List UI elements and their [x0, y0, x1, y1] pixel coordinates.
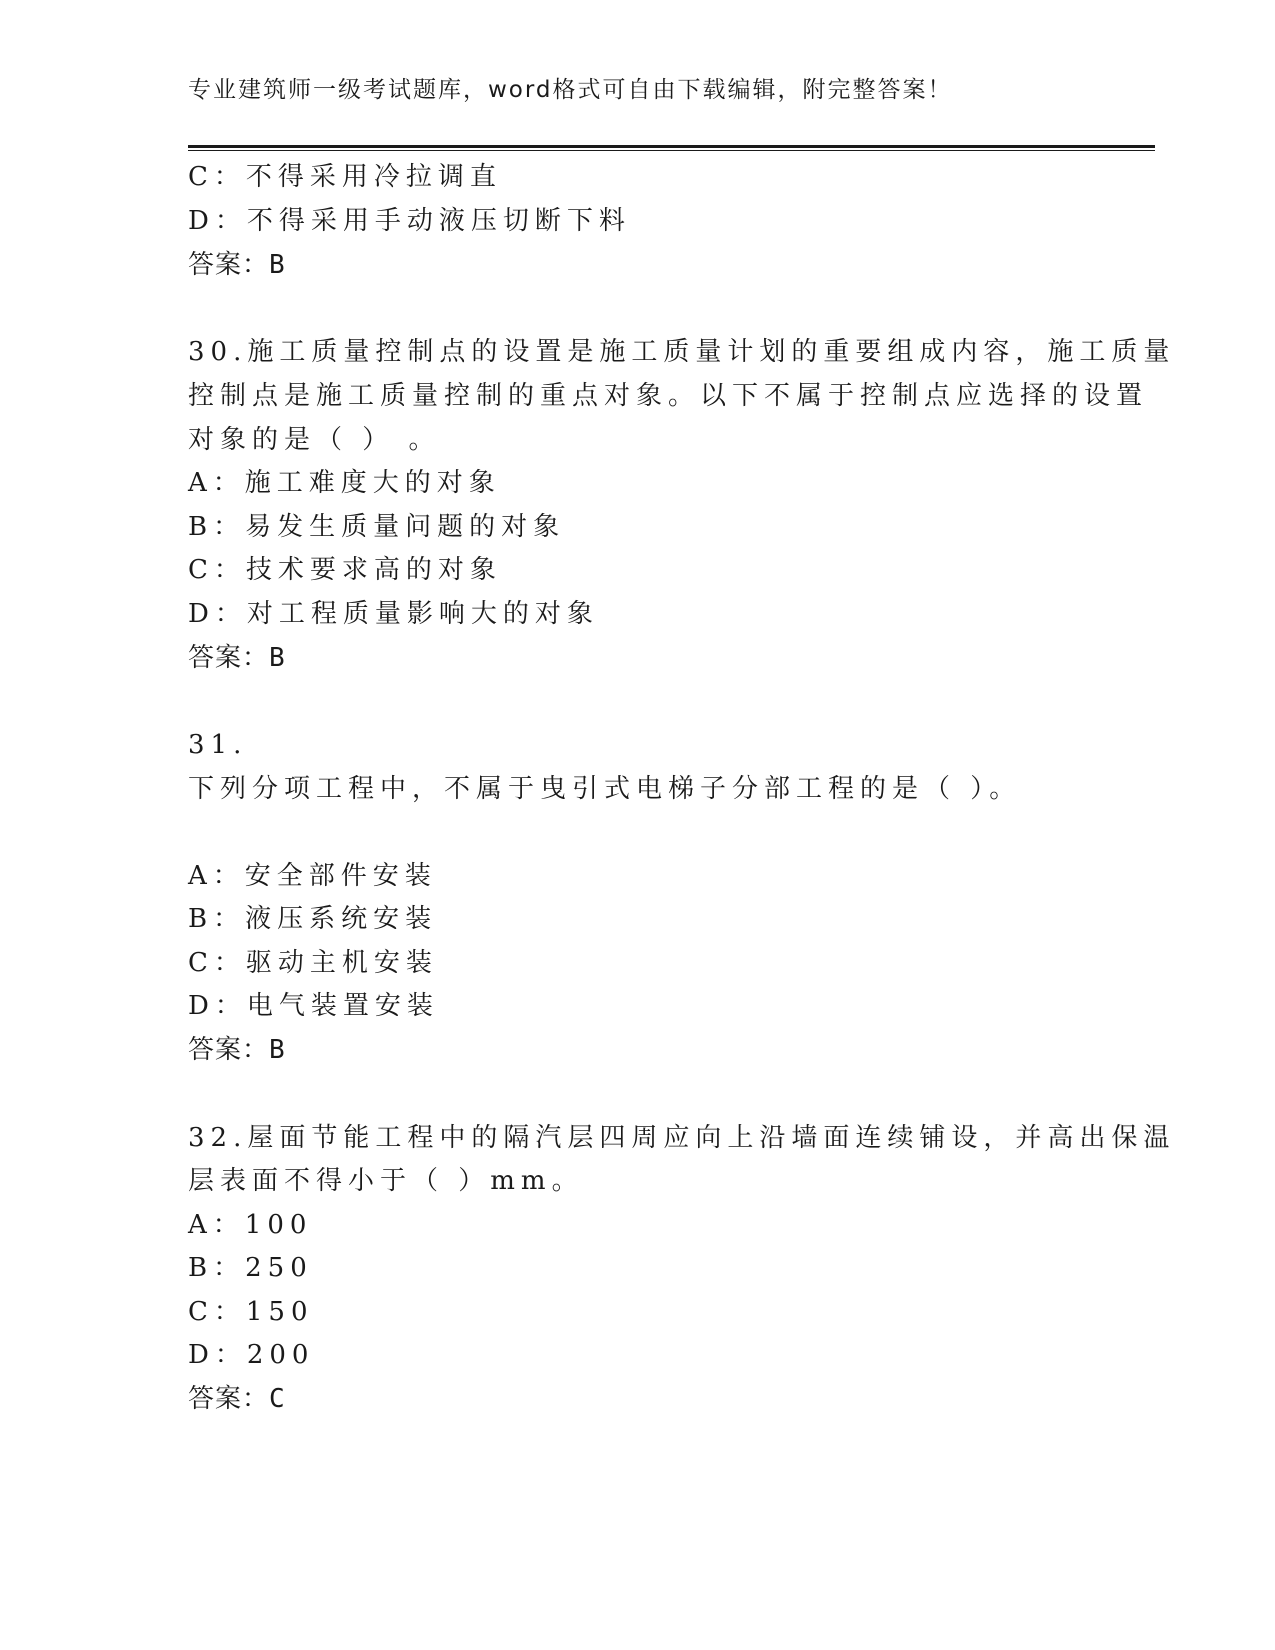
q31-answer	[188, 1033, 286, 1067]
q32-answer	[188, 1382, 286, 1416]
q32-option-d: D：200	[188, 1340, 315, 1370]
answer-label: 答案：	[188, 1384, 270, 1414]
q30-answer	[188, 641, 286, 675]
q32-stem-line-1: 32.屋面节能工程中的隔汽层四周应向上沿墙面连续铺设，并高出保温	[188, 1123, 1176, 1153]
header-text: 专业建筑师一级考试题库，word格式可自由下载编辑，附完整答案！	[188, 77, 953, 103]
q30-option-c: C：技术要求高的对象	[188, 555, 502, 585]
prev-option-c: C：不得采用冷拉调直	[188, 162, 502, 192]
q30-stem-line-3: 对象的是（ ） 。	[188, 425, 441, 455]
q31-option-c: C：驱动主机安装	[188, 948, 438, 978]
q31-option-b: B：液压系统安装	[188, 904, 438, 934]
q30-option-a: A：施工难度大的对象	[188, 468, 501, 498]
q31-option-a: A：安全部件安装	[188, 861, 437, 891]
answer-label: 答案：	[188, 643, 270, 673]
answer-value: C	[269, 1384, 286, 1414]
q32-option-a: A：100	[188, 1210, 313, 1240]
q31-stem-line-1: 下列分项工程中，不属于曳引式电梯子分部工程的是（ ）。	[188, 774, 1022, 804]
q30-option-d: D：对工程质量影响大的对象	[188, 599, 599, 629]
answer-value: B	[269, 643, 286, 673]
q30-stem-line-1: 30.施工质量控制点的设置是施工质量计划的重要组成内容，施工质量	[188, 337, 1176, 367]
prev-answer	[188, 248, 286, 282]
prev-option-d: D：不得采用手动液压切断下料	[188, 206, 631, 236]
q30-stem-line-2: 控制点是施工质量控制的重点对象。以下不属于控制点应选择的设置	[188, 381, 1149, 411]
q32-stem-line-2: 层表面不得小于（ ）mm。	[188, 1166, 584, 1196]
answer-label: 答案：	[188, 1035, 270, 1065]
q32-option-b: B：250	[188, 1253, 313, 1283]
q31-number: 31.	[188, 730, 248, 760]
header-rule-thick	[188, 145, 1155, 148]
q31-option-d: D：电气装置安装	[188, 991, 439, 1021]
q32-option-c: C：150	[188, 1297, 314, 1327]
answer-value: B	[269, 1035, 286, 1065]
header-rule-thin	[188, 150, 1155, 151]
answer-label: 答案：	[188, 250, 270, 280]
q30-option-b: B：易发生质量问题的对象	[188, 512, 566, 542]
answer-value: B	[269, 250, 286, 280]
